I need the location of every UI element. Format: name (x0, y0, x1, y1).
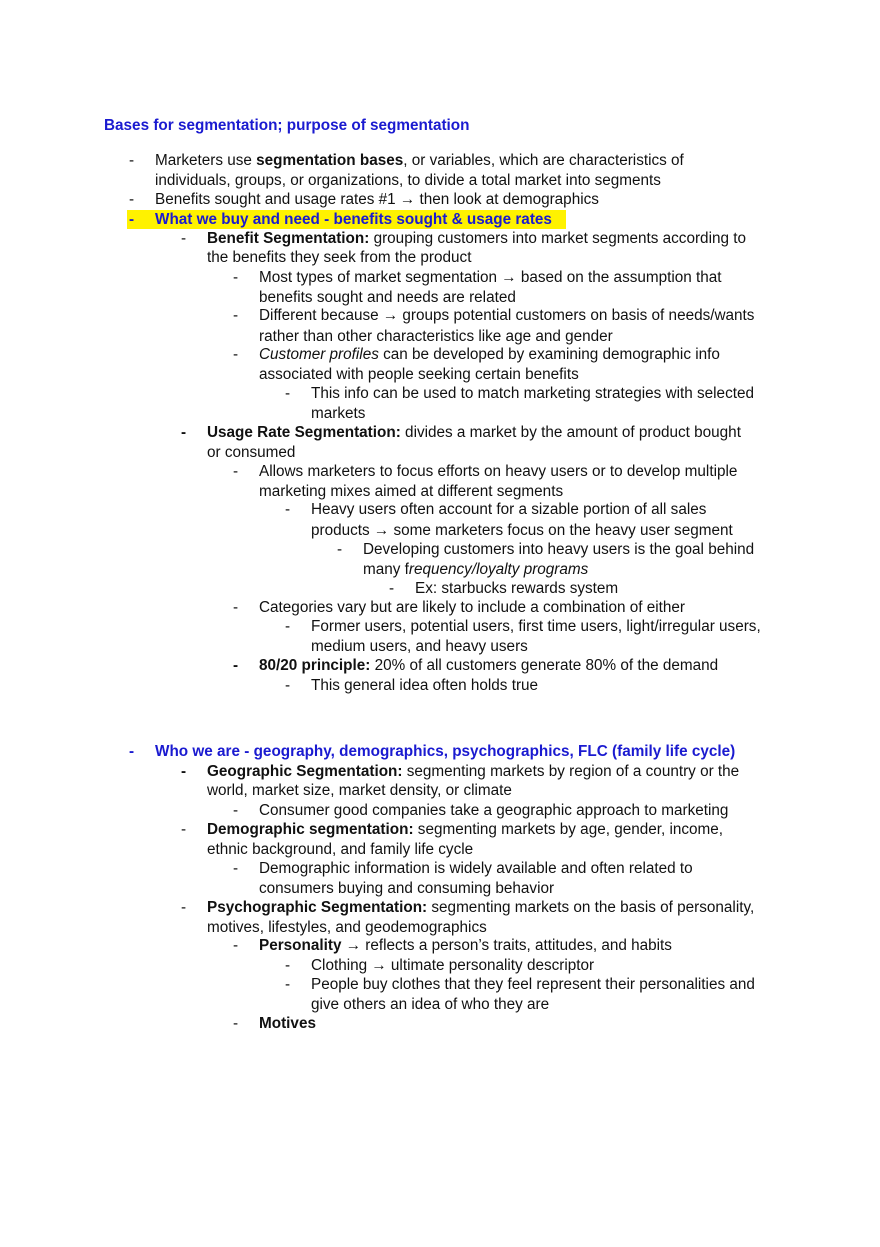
bullet-heavy-users: Heavy users often account for a sizable portion of all sales (311, 501, 707, 518)
bullet-demographic-segmentation (207, 820, 723, 840)
bullet-continuation: motives, lifestyles, and geodemographics (207, 919, 487, 936)
bullet-continuation: medium users, and heavy users (311, 638, 528, 655)
bullet-text: grouping customers into market segments according to (369, 230, 746, 247)
bullet-continuation: products → some marketers focus on the heavy user segment (311, 522, 733, 539)
bullet-dash: - (129, 743, 135, 760)
bold-term: Benefit Segmentation: (207, 230, 370, 247)
bullet-dash: - (181, 821, 187, 838)
bullet-demographic-info: Demographic information is widely available and often related to (259, 860, 693, 877)
italic-term: requency/loyalty programs (408, 561, 589, 578)
bullet-general-idea: This general idea often holds true (311, 677, 539, 694)
bullet-continuation: individuals, groups, or organizations, to divide a total market into segments (155, 172, 661, 189)
bullet-dash: - (233, 860, 239, 877)
bullet-continuation: benefits sought and needs are related (259, 289, 516, 306)
bullet-dash: - (129, 191, 135, 208)
bold-term: Psychographic Segmentation: (207, 899, 428, 916)
bullet-text: → reflects a person’s traits, attitudes, and habits (341, 937, 672, 954)
bullet-different-because: Different because → groups potential customers on basis of needs/wants (259, 307, 755, 324)
bullet-dash: - (285, 618, 291, 635)
bullet-dash: - (285, 957, 291, 974)
bullet-continuation: markets (311, 405, 366, 422)
bullet-continuation: rather than other characteristics like age and gender (259, 328, 613, 345)
bullet-dash: - (233, 1015, 239, 1032)
bullet-dash: - (285, 385, 291, 402)
bullet-dash: - (389, 580, 395, 597)
bullet-dash: - (233, 269, 239, 286)
bullet-text: Marketers use (155, 152, 257, 169)
bullet-dash: - (233, 346, 239, 363)
bullet-text: segmenting markets by region of a country or the (402, 763, 740, 780)
bullet-continuation: the benefits they seek from the product (207, 249, 472, 266)
bullet-dash: - (233, 802, 239, 819)
bold-term: Demographic segmentation: (207, 821, 414, 838)
bullet-continuation: give others an idea of who they are (311, 996, 550, 1013)
bullet-personality (259, 936, 672, 956)
bullet-benefit-segmentation (207, 229, 746, 249)
bullet-starbucks-example: Ex: starbucks rewards system (415, 580, 619, 597)
bullet-dash: - (181, 424, 187, 441)
bold-term: segmentation bases (256, 152, 404, 169)
bullet-dash: - (129, 211, 135, 228)
bullet-match-strategies: This info can be used to match marketing strategies with selected (311, 385, 754, 402)
bullet-text: divides a market by the amount of product bought (400, 424, 741, 441)
bold-term: Personality (259, 937, 342, 954)
bullet-former-users: Former users, potential users, first time users, light/irregular users, (311, 618, 761, 635)
bullet-consumer-good: Consumer good companies take a geographic approach to marketing (259, 802, 729, 819)
bullet-dash: - (285, 501, 291, 518)
bullet-geographic-segmentation (207, 762, 739, 782)
bullet-most-types: Most types of market segmentation → based on the assumption that (259, 269, 722, 286)
bullet-continuation: marketing mixes aimed at different segments (259, 483, 564, 500)
bullet-dash: - (181, 899, 187, 916)
bullet-continuation: associated with people seeking certain benefits (259, 366, 579, 383)
bullet-continuation: consumers buying and consuming behavior (259, 880, 555, 897)
bold-term: 80/20 principle: (259, 657, 371, 674)
bullet-dash: - (285, 976, 291, 993)
bullet-dash: - (181, 230, 187, 247)
bullet-dash: - (233, 657, 239, 674)
bullet-dash: - (181, 763, 187, 780)
bullet-text: segmenting markets by age, gender, income, (413, 821, 724, 838)
bullet-dash: - (337, 541, 343, 558)
bold-term: Geographic Segmentation: (207, 763, 403, 780)
bullet-dash: - (233, 463, 239, 480)
bullet-continuation: world, market size, market density, or climate (207, 782, 512, 799)
bullet-focus-efforts: Allows marketers to focus efforts on heavy users or to develop multiple (259, 463, 738, 480)
bullet-customer-profiles (259, 345, 720, 365)
bullet-people-buy-clothes: People buy clothes that they feel represent their personalities and (311, 976, 755, 993)
bullet-segmentation-bases (155, 151, 684, 171)
bullet-text: many f (363, 561, 409, 578)
italic-term: Customer profiles (259, 346, 379, 363)
bullet-benefits-sought: Benefits sought and usage rates #1 → then look at demographics (155, 191, 599, 208)
bullet-psychographic-segmentation (207, 898, 754, 918)
bullet-motives: Motives (259, 1015, 316, 1032)
bullet-text: , or variables, which are characteristics of (403, 152, 684, 169)
bullet-text: can be developed by examining demographic info (378, 346, 720, 363)
bullet-clothing: Clothing → ultimate personality descriptor (311, 957, 595, 974)
bullet-dash: - (129, 152, 135, 169)
bullet-dash: - (285, 677, 291, 694)
bullet-continuation: or consumed (207, 444, 296, 461)
bullet-what-we-buy: What we buy and need - benefits sought & usage rates (155, 211, 552, 228)
bullet-text: segmenting markets on the basis of personality, (427, 899, 755, 916)
bullet-who-we-are: Who we are - geography, demographics, psychographics, FLC (family life cycle) (155, 743, 736, 760)
bullet-categories-vary: Categories vary but are likely to include a combination of either (259, 599, 685, 616)
bullet-developing-customers: Developing customers into heavy users is the goal behind (363, 541, 755, 558)
bullet-dash: - (233, 599, 239, 616)
bullet-text: 20% of all customers generate 80% of the demand (370, 657, 719, 674)
bullet-usage-rate-segmentation (207, 423, 741, 443)
bullet-dash: - (233, 937, 239, 954)
bold-term: Usage Rate Segmentation: (207, 424, 401, 441)
section-heading: Bases for segmentation; purpose of segmentation (104, 117, 470, 134)
bullet-80-20-principle (259, 656, 718, 676)
bullet-dash: - (233, 307, 239, 324)
bullet-continuation (363, 560, 588, 580)
bullet-continuation: ethnic background, and family life cycle (207, 841, 474, 858)
